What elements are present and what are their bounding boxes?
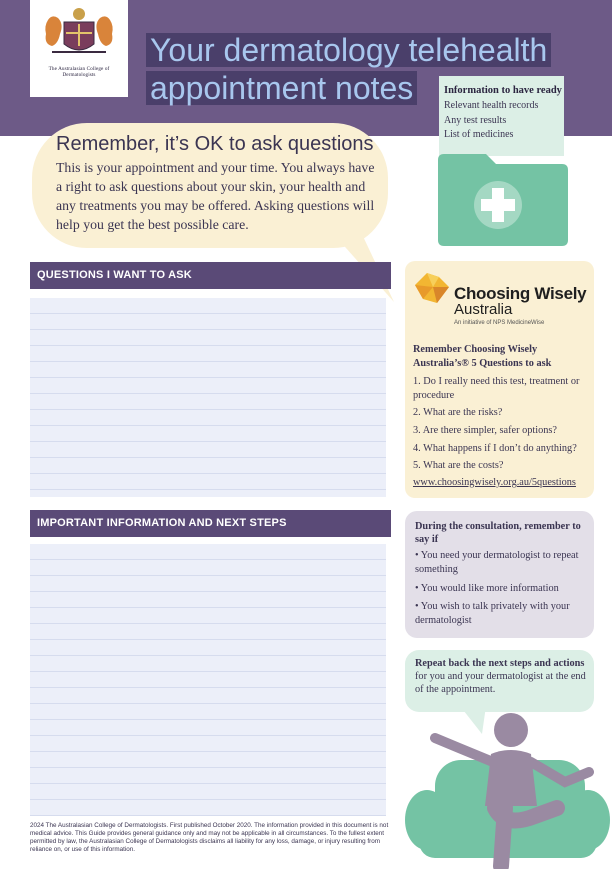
five-question-item: 4. What happens if I don’t do anything? [413, 443, 577, 454]
reminder-title: Remember, it’s OK to ask questions [56, 133, 374, 155]
five-question-item: 1. Do I really need this test, treatment or procedure [413, 376, 580, 401]
choosing-wisely-logo-icon [413, 271, 451, 305]
choosing-wisely-brand: Choosing Wisely [454, 284, 587, 303]
next-steps-notes-area[interactable] [30, 544, 386, 816]
info-item: Relevant health records [444, 100, 539, 111]
questions-section-heading: QUESTIONS I WANT TO ASK [37, 269, 192, 281]
page-title-line2: appointment notes [146, 71, 417, 105]
logo-caption: The Australasian College of Dermatologists [48, 66, 110, 78]
next-steps-section-heading: IMPORTANT INFORMATION AND NEXT STEPS [37, 517, 287, 529]
questions-notes-area[interactable] [30, 298, 386, 497]
page-title-line1: Your dermatology telehealth [146, 33, 551, 67]
next-steps-section-bar [30, 510, 391, 537]
person-on-sofa-illustration [405, 712, 610, 869]
five-questions-heading: Remember Choosing Wisely Australia’s® 5 Questions to ask [413, 344, 552, 369]
college-logo [30, 0, 128, 97]
repeat-back-bold: Repeat back the next steps and actions [415, 658, 585, 669]
five-question-item: 5. What are the costs? [413, 460, 504, 471]
info-item: Any test results [444, 115, 507, 126]
five-question-item: 2. What are the risks? [413, 407, 503, 418]
medical-folder-icon [430, 150, 572, 250]
footer-disclaimer: 2024 The Australasian College of Dermatologists. First published October 2020. The information provided in this document is not medical advice. This Guide provides general guidance only and may not be applicable in all circumstances. To the fullest extent permitted by law, the Australasian College of Dermatologists disclaims all liability for any loss, damage, or injury resulting from reliance on, or use of this information. [30, 822, 389, 853]
consultation-item: • You wish to talk privately with your dermatologist [415, 601, 570, 626]
choosing-wisely-brand-country: Australia [454, 301, 513, 318]
repeat-back-text [415, 657, 591, 696]
five-question-item: 3. Are there simpler, safer options? [413, 425, 557, 436]
consultation-heading: During the consultation, remember to say if [415, 521, 581, 545]
info-card-heading: Information to have ready [444, 85, 562, 96]
consultation-item: • You need your dermatologist to repeat something [415, 550, 579, 575]
coat-of-arms-icon [30, 0, 128, 66]
consultation-item: • You would like more information [415, 583, 559, 594]
questions-section-bar [30, 262, 391, 289]
reminder-body: This is your appointment and your time. You always have a right to ask questions about your skin, your health and any treatments you may be offered. Asking questions will help you get the best possible care. [56, 160, 375, 232]
choosing-wisely-link[interactable]: www.choosingwisely.org.au/5questions [413, 477, 576, 488]
info-item: List of medicines [444, 129, 514, 140]
repeat-back-rest: for you and your dermatologist at the end of the appointment. [415, 671, 586, 695]
choosing-wisely-tagline: An initiative of NPS MedicineWise [454, 320, 545, 326]
